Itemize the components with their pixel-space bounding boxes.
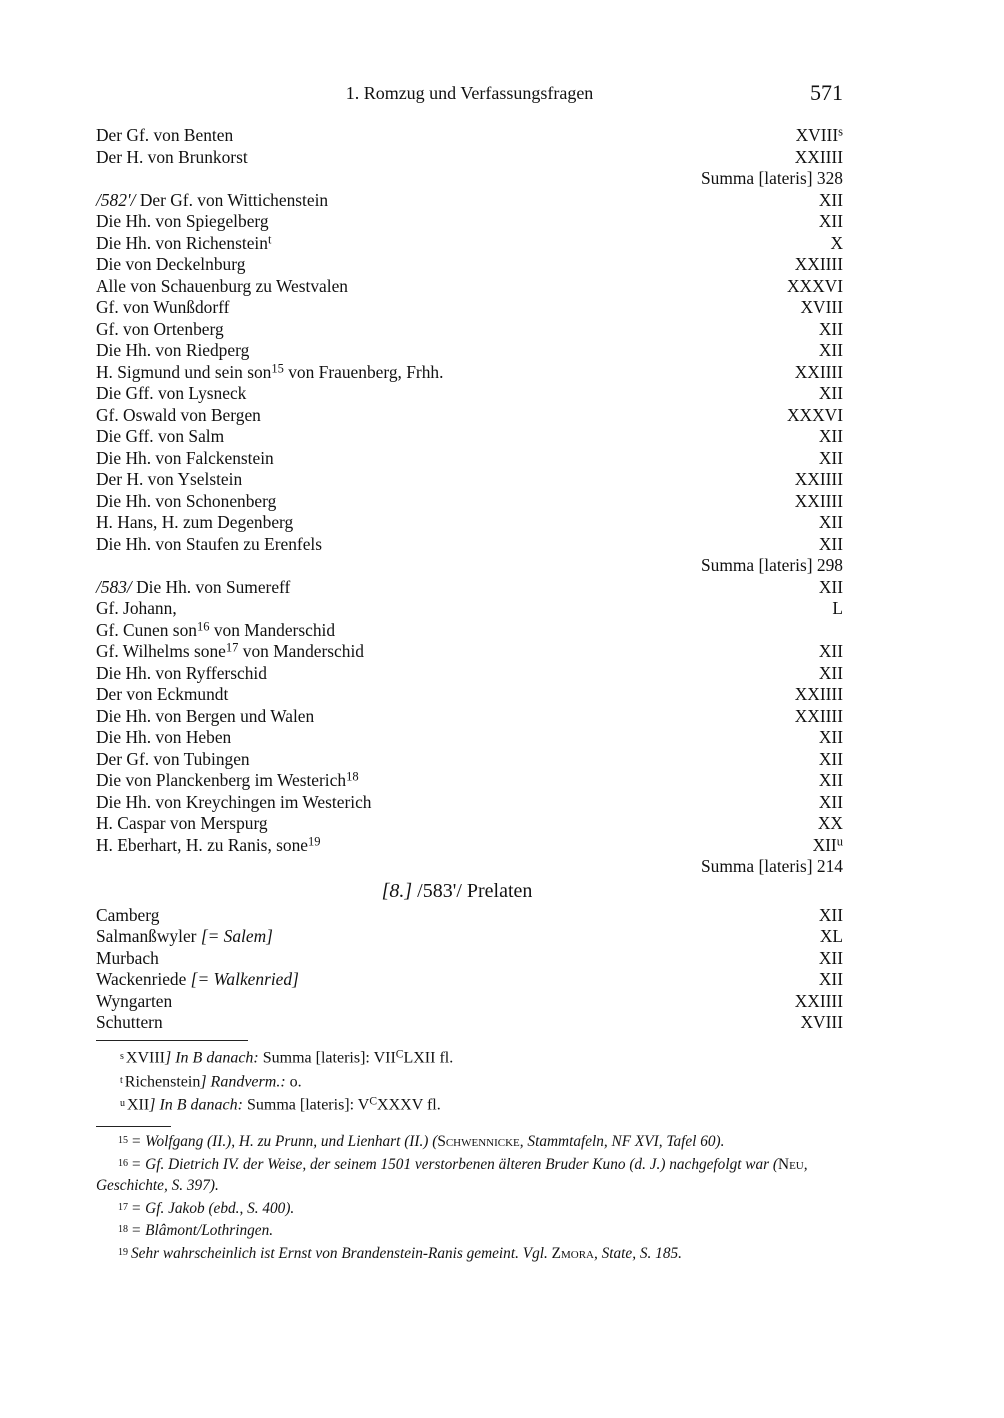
lemma: XII — [127, 1096, 150, 1114]
entry-value — [819, 641, 843, 663]
entry-text: Die von Deckelnburg — [96, 254, 246, 274]
entry-name — [96, 340, 249, 362]
entry-name — [96, 534, 322, 556]
register-row — [96, 706, 843, 728]
footnote-text: = Gf. Jakob (ebd., S. 400). — [131, 1199, 295, 1217]
register-row — [96, 991, 843, 1013]
entry-value — [701, 168, 843, 190]
entry-name — [96, 749, 250, 771]
register-row — [96, 383, 843, 405]
footnote-text: = Blâmont/Lothringen. — [131, 1222, 274, 1239]
register-row — [96, 792, 843, 814]
register-row — [96, 948, 843, 970]
apparatus-comment: ] In B danach: — [165, 1049, 259, 1067]
footnote-text-cont: , Stammtafeln, NF XVI, Tafel 60). — [519, 1133, 725, 1150]
entry-value — [795, 362, 843, 384]
footnote-rule — [96, 1126, 171, 1127]
register-row — [96, 835, 843, 857]
register-row — [96, 362, 843, 384]
value-text: XII — [818, 211, 843, 231]
entry-value — [819, 340, 843, 362]
register-row — [96, 211, 843, 233]
entry-text: Die Hh. von Heben — [96, 727, 232, 747]
entry-value — [819, 211, 843, 233]
value-text: L — [832, 598, 843, 618]
value-text: XII — [812, 834, 837, 855]
entry-name — [96, 319, 224, 341]
register-row — [96, 405, 843, 427]
entry-value — [830, 233, 843, 255]
value-text: XVIII — [800, 297, 843, 317]
entry-value — [795, 706, 843, 728]
value-text: Summa [lateris] 298 — [701, 555, 843, 575]
entry-text: Der Gf. von Tubingen — [96, 748, 250, 769]
footnote-ref: t — [267, 231, 272, 246]
register-row — [96, 512, 843, 534]
entry-name — [96, 770, 359, 792]
entry-text: Die Hh. von Spiegelberg — [96, 211, 269, 231]
entry-name — [96, 405, 261, 427]
entry-text: Die Gff. von Lysneck — [96, 383, 247, 403]
entry-value — [819, 383, 843, 405]
footnote-ref: 18 — [346, 769, 359, 784]
entry-text: Camberg — [96, 904, 160, 925]
entry-name — [96, 190, 328, 212]
entry-text: H. Hans, H. zum Degenberg — [96, 512, 294, 532]
entry-text: H. Caspar von Merspurg — [96, 813, 268, 833]
entry-text: Murbach — [96, 947, 159, 968]
value-text: XII — [818, 641, 843, 661]
entry-text: Gf. Wilhelms sone — [96, 641, 226, 661]
footnote-mark: 17 — [118, 1201, 128, 1213]
entry-text: Gf. von Ortenberg — [96, 318, 224, 339]
footnote-mark: 16 — [118, 1157, 128, 1169]
entry-name — [96, 254, 245, 276]
value-text: XII — [818, 318, 843, 339]
editor-gloss: [= Salem] — [200, 926, 273, 946]
footnote-indent — [96, 1200, 131, 1217]
entry-value — [787, 276, 843, 298]
value-text: XXIIII — [794, 469, 843, 489]
entry-value — [820, 926, 843, 948]
value-text: XXIIII — [794, 705, 843, 726]
entry-name — [96, 663, 267, 685]
entry-value — [787, 405, 843, 427]
entry-name — [96, 491, 276, 513]
value-text: XVIII — [800, 1012, 843, 1032]
entry-text-cont: von Manderschid — [238, 641, 364, 661]
entry-text: Die Hh. von Riedperg — [96, 340, 250, 360]
entry-value — [701, 555, 843, 577]
register-row — [96, 340, 843, 362]
register-row — [96, 147, 843, 169]
value-text: XII — [818, 533, 843, 554]
entry-value — [795, 469, 843, 491]
entry-name — [96, 727, 231, 749]
entry-name — [96, 969, 299, 991]
value-text: XII — [818, 340, 843, 360]
register-row — [96, 469, 843, 491]
entry-name — [96, 297, 229, 319]
entry-name — [96, 276, 348, 298]
footnotes — [96, 1130, 843, 1264]
entry-text: Gf. Oswald von Bergen — [96, 404, 261, 425]
value-text: XII — [818, 662, 843, 683]
footnote-mark: 18 — [118, 1224, 128, 1235]
entry-name — [96, 706, 314, 728]
entry-value — [795, 254, 843, 276]
entry-text: Der Gf. von Wittichenstein — [135, 189, 329, 210]
apparatus-text: Summa [lateris]: VII — [258, 1049, 396, 1067]
entry-name — [96, 448, 274, 470]
register-row — [96, 233, 843, 255]
register-row — [96, 749, 843, 771]
footnote-text: = Gf. Dietrich IV. der Weise, der seinem 1501 verstorbenen älteren Bruder Kuno (d. J.) nachgefolgt war ( — [131, 1155, 779, 1173]
entry-name — [96, 620, 335, 642]
entry-text: H. Eberhart, H. zu Ranis, sone — [96, 834, 309, 855]
entry-text: Schuttern — [96, 1012, 163, 1032]
register-row — [96, 684, 843, 706]
page-number: 571 — [810, 80, 843, 105]
entry-value — [819, 448, 843, 470]
register-row — [96, 297, 843, 319]
entry-name — [96, 991, 172, 1013]
author-name: Zmora — [551, 1244, 594, 1262]
entry-text: Die Hh. von Schonenberg — [96, 490, 277, 511]
register-row — [96, 1012, 843, 1034]
footnote-ref: 17 — [225, 640, 239, 655]
footnote-text-cont: , State, S. 185. — [593, 1244, 682, 1262]
folio-ref: /583/ — [96, 576, 132, 597]
register-row — [96, 319, 843, 341]
editor-gloss: [= Walkenried] — [190, 969, 299, 989]
summa-row — [96, 555, 843, 577]
register-row — [96, 813, 843, 835]
lemma: Richenstein — [124, 1073, 201, 1090]
section-label: /583'/ Prelaten — [412, 879, 533, 902]
register-list — [96, 125, 843, 1034]
entry-name — [96, 125, 233, 147]
value-text: XII — [818, 576, 843, 597]
value-text: XII — [818, 904, 843, 925]
value-text: XXIIII — [794, 146, 843, 167]
running-title: 1. Romzug und Verfassungsfragen — [345, 83, 594, 103]
superscript: C — [369, 1095, 378, 1108]
folio-ref: /582'/ — [96, 189, 136, 210]
value-text: XXIIII — [794, 254, 843, 274]
author-name: Schwennicke — [437, 1133, 520, 1150]
entry-name — [96, 598, 177, 620]
register-row — [96, 190, 843, 212]
apparatus-rule — [96, 1040, 248, 1041]
entry-name — [96, 905, 159, 927]
entry-name — [96, 948, 159, 970]
value-text: XII — [818, 791, 843, 812]
footnote — [96, 1242, 843, 1265]
section-number: [8.] — [381, 879, 413, 902]
apparatus-text-cont: XXXV fl. — [377, 1096, 441, 1114]
footnote-indent — [96, 1222, 131, 1239]
entry-text: Salmanßwyler — [96, 926, 201, 946]
register-row — [96, 448, 843, 470]
value-text: XXIIII — [794, 990, 843, 1011]
footnote-ref: 16 — [196, 618, 210, 633]
entry-value — [819, 948, 843, 970]
apparatus-mark: t — [120, 1074, 123, 1086]
apparatus-text: o. — [285, 1073, 302, 1090]
entry-text: Der H. von Brunkorst — [96, 146, 248, 167]
entry-name — [96, 577, 290, 599]
entry-text: Wackenriede — [96, 969, 191, 989]
footnote — [96, 1153, 843, 1197]
footnote-text-cont: , Geschichte, S. 397). — [96, 1155, 808, 1194]
entry-value — [819, 749, 843, 771]
summa-row — [96, 168, 843, 190]
entry-text: Die Hh. von Staufen zu Erenfels — [96, 533, 323, 554]
value-text: XII — [818, 770, 843, 790]
value-text: XXIIII — [794, 361, 843, 382]
section-title — [96, 878, 843, 905]
entry-name — [96, 383, 246, 405]
entry-value — [701, 856, 843, 878]
apparatus-ref: u — [836, 833, 843, 848]
entry-value — [819, 512, 843, 534]
register-row — [96, 727, 843, 749]
apparatus-mark: s — [120, 1051, 124, 1062]
entry-value — [801, 1012, 844, 1034]
value-text: XVIII — [795, 125, 839, 145]
register-row — [96, 491, 843, 513]
register-row — [96, 926, 843, 948]
apparatus-text-cont: LXII fl. — [403, 1049, 454, 1067]
entry-value — [819, 426, 843, 448]
entry-value — [795, 147, 843, 169]
footnote-indent — [96, 1245, 131, 1262]
value-text: XII — [818, 512, 843, 532]
page-header — [96, 80, 843, 106]
entry-text-cont: von Frauenberg, Frhh. — [283, 361, 444, 382]
entry-value — [819, 792, 843, 814]
apparatus-comment: ] In B danach: — [149, 1096, 243, 1114]
register-row — [96, 426, 843, 448]
register-row — [96, 969, 843, 991]
register-row — [96, 770, 843, 792]
value-text: XL — [819, 926, 843, 946]
entry-name — [96, 211, 269, 233]
entry-name — [96, 835, 321, 857]
entry-text: Die Hh. von Falckenstein — [96, 447, 274, 468]
register-row — [96, 905, 843, 927]
author-name: Neu — [778, 1155, 804, 1173]
entry-value — [832, 598, 843, 620]
summa-row — [96, 856, 843, 878]
entry-text: Der von Eckmundt — [96, 684, 229, 704]
superscript: C — [395, 1048, 404, 1061]
entry-text: Die von Planckenberg im Westerich — [96, 770, 347, 790]
apparatus-text: Summa [lateris]: V — [242, 1096, 370, 1114]
footnote — [96, 1130, 843, 1153]
entry-value — [819, 577, 843, 599]
footnote-indent — [96, 1156, 131, 1173]
entry-name — [96, 813, 268, 835]
entry-text: Gf. von Wunßdorff — [96, 297, 230, 317]
entry-name — [96, 1012, 163, 1034]
value-text: XXXVI — [786, 404, 843, 425]
apparatus-note — [96, 1093, 843, 1117]
entry-value — [801, 297, 844, 319]
value-text: XII — [818, 727, 843, 747]
entry-name — [96, 362, 443, 384]
entry-name — [96, 147, 248, 169]
entry-text: Die Hh. von Sumereff — [131, 576, 291, 597]
entry-value — [795, 491, 843, 513]
entry-name — [96, 641, 364, 663]
register-row — [96, 577, 843, 599]
register-row — [96, 598, 843, 620]
apparatus-ref: s — [838, 124, 843, 139]
footnote-ref: 19 — [308, 833, 321, 848]
footnote-indent — [96, 1133, 131, 1150]
value-text: XXIIII — [794, 684, 843, 704]
value-text: XII — [818, 947, 843, 968]
entry-value — [818, 813, 843, 835]
lemma: XVIII — [125, 1049, 165, 1067]
register-row — [96, 125, 843, 147]
value-text: X — [830, 232, 843, 253]
entry-text: Die Hh. von Kreychingen im Westerich — [96, 791, 372, 812]
value-text: XII — [818, 447, 843, 468]
entry-value — [819, 663, 843, 685]
apparatus-comment: ] Randverm.: — [200, 1073, 286, 1090]
footnote-mark: 19 — [118, 1246, 128, 1258]
footnote-text: = Wolfgang (II.), H. zu Prunn, und Lienhart (II.) ( — [131, 1133, 438, 1150]
register-row — [96, 276, 843, 298]
value-text: XX — [817, 813, 843, 833]
footnote — [96, 1197, 843, 1220]
value-text: XXXVI — [786, 275, 843, 296]
entry-text: Die Gff. von Salm — [96, 426, 225, 446]
entry-value — [819, 190, 843, 212]
footnote-mark: 15 — [118, 1135, 128, 1146]
entry-text: Die Hh. von Ryfferschid — [96, 662, 267, 683]
entry-name — [96, 512, 293, 534]
entry-value — [796, 125, 843, 147]
entry-value — [819, 905, 843, 927]
value-text: XII — [818, 383, 843, 403]
entry-text: Wyngarten — [96, 990, 173, 1011]
entry-value — [795, 991, 843, 1013]
entry-name — [96, 426, 224, 448]
entry-text: Alle von Schauenburg zu Westvalen — [96, 275, 348, 296]
value-text: XII — [818, 748, 843, 769]
value-text: Summa [lateris] 328 — [701, 168, 843, 188]
entry-name — [96, 684, 228, 706]
footnote-text: Sehr wahrscheinlich ist Ernst von Brandenstein-Ranis gemeint. Vgl. — [131, 1244, 552, 1262]
entry-value — [795, 684, 843, 706]
entry-value — [819, 770, 843, 792]
apparatus-mark: u — [120, 1098, 125, 1109]
entry-name — [96, 233, 271, 255]
value-text: XXIIII — [794, 490, 843, 511]
entry-text: Der Gf. von Benten — [96, 125, 234, 145]
value-text: XII — [818, 426, 843, 446]
entry-text: H. Sigmund und sein son — [96, 361, 272, 382]
entry-value — [819, 319, 843, 341]
entry-name — [96, 926, 273, 948]
entry-value — [819, 727, 843, 749]
entry-value — [819, 534, 843, 556]
footnote — [96, 1219, 843, 1242]
entry-value — [813, 835, 843, 857]
register-row — [96, 534, 843, 556]
value-text: XII — [818, 969, 843, 989]
entry-name — [96, 469, 242, 491]
register-row — [96, 620, 843, 642]
entry-value — [819, 969, 843, 991]
critical-apparatus — [96, 1046, 843, 1117]
entry-text: Die Hh. von Richenstein — [96, 232, 268, 253]
entry-text-cont: von Manderschid — [209, 619, 336, 640]
register-row — [96, 663, 843, 685]
entry-text: Die Hh. von Bergen und Walen — [96, 705, 315, 726]
entry-text: Gf. Johann, — [96, 598, 177, 618]
section-heading — [96, 878, 843, 905]
register-row — [96, 254, 843, 276]
footnote-ref: 15 — [271, 360, 284, 375]
entry-name — [96, 792, 372, 814]
entry-text: Gf. Cunen son — [96, 619, 197, 640]
register-row — [96, 641, 843, 663]
apparatus-note — [96, 1046, 843, 1070]
value-text: Summa [lateris] 214 — [701, 856, 843, 876]
apparatus-note — [96, 1070, 843, 1094]
value-text: XII — [818, 189, 843, 210]
entry-text: Der H. von Yselstein — [96, 469, 243, 489]
